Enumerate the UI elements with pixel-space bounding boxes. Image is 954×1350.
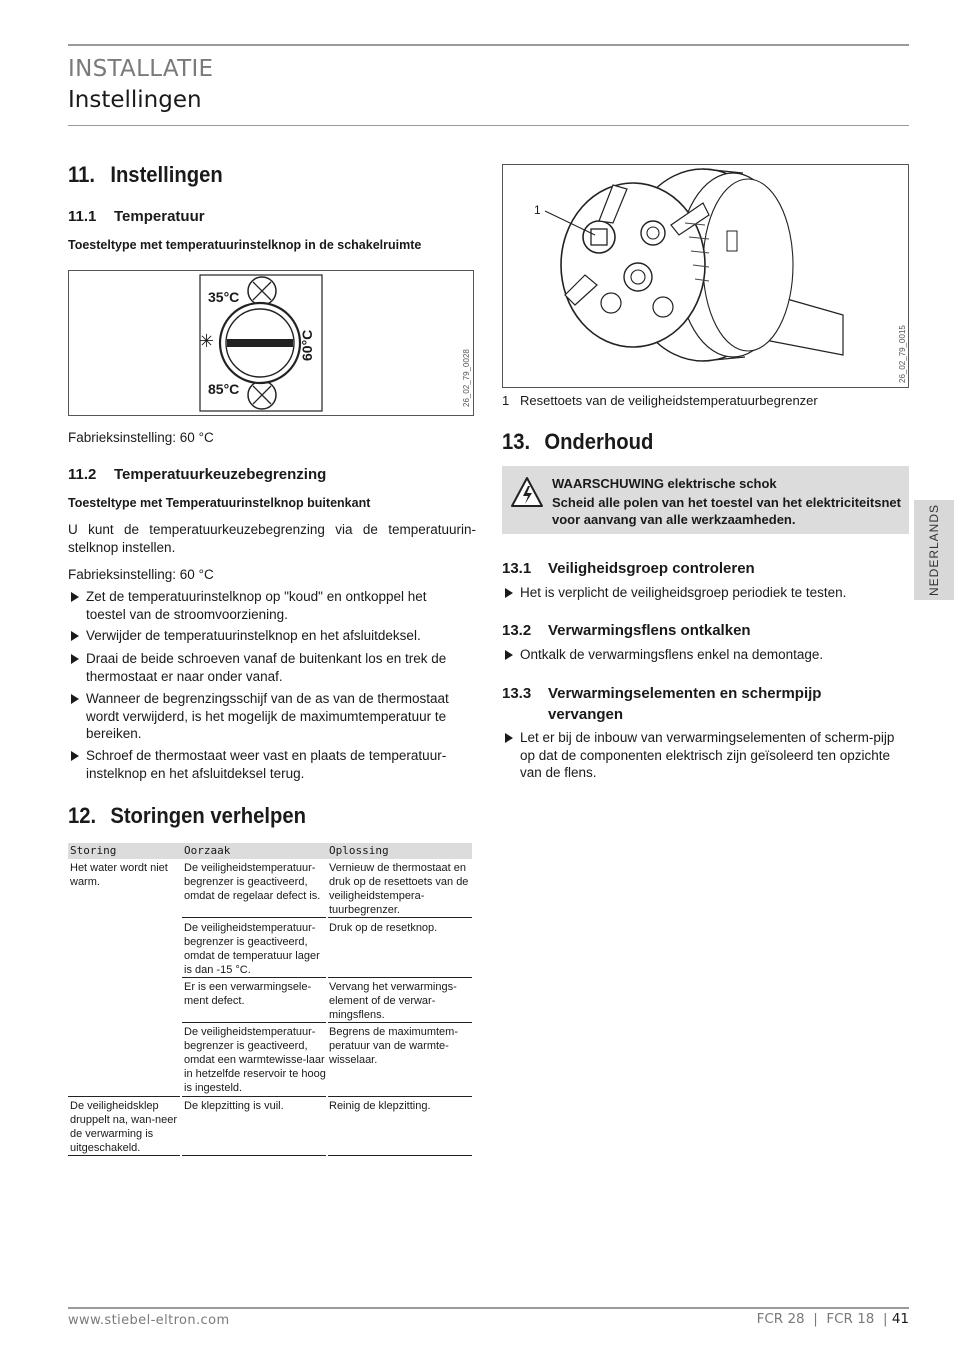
bullet-arrow-icon <box>71 694 79 704</box>
table-cell-oorzaak: De veiligheidstemperatuur-begrenzer is geactiveerd, omdat de temperatuur lager is dan -15 °C. <box>184 922 320 976</box>
list-item <box>502 646 902 664</box>
table-row-divider <box>328 977 472 978</box>
section-13-heading <box>502 429 653 455</box>
bullet-arrow-icon <box>505 588 513 598</box>
screw-bottom-icon <box>248 381 276 409</box>
section-12-number: 12. <box>68 803 97 828</box>
table-cell-oplossing: Druk op de resetknop. <box>329 922 438 934</box>
section-12-heading <box>68 803 306 829</box>
table-row-divider <box>328 917 472 918</box>
list-item-text: Draai de beide schroeven vanaf de buitenkant los en trek de thermostaat er naar onder vanaf. <box>86 651 447 684</box>
bullet-arrow-icon <box>71 592 79 602</box>
section-13-1-title: Veiligheidsgroep controleren <box>548 560 755 577</box>
table-cell-oorzaak: De klepzitting is vuil. <box>184 1100 284 1112</box>
section-11-number: 11. <box>68 162 96 187</box>
screw-top-icon <box>248 277 276 305</box>
callout-1: 1 <box>534 203 541 217</box>
header-section: INSTALLATIE <box>68 56 214 82</box>
figure-caption-number: 1 <box>502 393 510 408</box>
section-11-1-title: Temperatuur <box>114 208 205 225</box>
electric-shock-warning-icon <box>510 476 544 508</box>
list-item <box>502 584 902 602</box>
table-cell-storing: Het water wordt niet warm. <box>70 862 168 888</box>
table-row-divider <box>328 1022 472 1023</box>
list-item-text: Wanneer de begrenzingsschijf van de as van de thermostaat wordt verwijderd, is het mogelijk de maximumtemperatuur te bereiken. <box>86 691 449 741</box>
warning-title: WAARSCHUWING elektrische schok <box>552 476 777 491</box>
section-13-3-title-line2: vervangen <box>548 706 624 723</box>
reset-button-figure <box>502 164 909 388</box>
warning-text: Scheid alle polen van het toestel van het elektriciteitsnet voor aanvang van alle werkzaamheden. <box>552 495 901 527</box>
list-item <box>68 627 464 645</box>
table-header-storing: Storing <box>70 844 117 857</box>
list-item-text: Het is verplicht de veiligheidsgroep periodiek te testen. <box>520 585 847 600</box>
footer-rule <box>68 1307 909 1309</box>
label-85c: 85°C <box>208 381 240 397</box>
bullet-arrow-icon <box>71 631 79 641</box>
page-number: 41 <box>891 1311 909 1327</box>
section-11-1-subtitle: Toesteltype met temperatuurinstelknop in de schakelruimte <box>68 238 422 252</box>
table-row-divider <box>182 1096 326 1097</box>
section-12-title: Storingen verhelpen <box>110 803 307 828</box>
list-item <box>68 747 464 782</box>
table-header-row <box>68 843 472 859</box>
bullet-arrow-icon <box>505 650 513 660</box>
figure-code: 26_02_79_0028 <box>462 349 471 407</box>
section-11-2-title: Temperatuurkeuzebegrenzing <box>114 466 327 483</box>
list-item-text: Schroef de thermostaat weer vast en plaats de temperatuur-instelknop en het afsluitdeksel terug. <box>86 748 447 781</box>
table-cell-oorzaak: De veiligheidstemperatuur-begrenzer is geactiveerd, omdat een warmtewisse-laar in hetzelfde reservoir te hoog is ingesteld. <box>184 1026 326 1094</box>
list-item-text: Ontkalk de verwarmingsflens enkel na demontage. <box>520 647 824 662</box>
section-11-1-number: 11.1 <box>68 208 97 225</box>
section-11-2-number: 11.2 <box>68 466 97 483</box>
list-item-text: Let er bij de inbouw van verwarmingselementen of scherm-pijp op dat de componenten elektrisch zijn geïsoleerd ten opzichte van de flens. <box>520 730 895 780</box>
thermostat-knob-drawing <box>69 271 473 415</box>
section-13-number: 13. <box>502 429 531 454</box>
header-chapter: Instellingen <box>68 87 202 113</box>
factory-setting-11-2: Fabrieksinstelling: 60 °C <box>68 567 214 582</box>
bullet-arrow-icon <box>71 654 79 664</box>
table-cell-storing: De veiligheidsklep druppelt na, wan-neer de verwarming is uitgeschakeld. <box>70 1100 178 1154</box>
table-row-divider <box>328 1096 472 1097</box>
section-13-3-title-line1: Verwarmingselementen en schermpijp <box>548 685 822 702</box>
section-11-1-heading <box>68 208 205 225</box>
footer-model-page <box>757 1311 909 1327</box>
table-cell-oplossing: Vernieuw de thermostaat en druk op de resettoets van de veiligheidstempera-tuurbegrenzer. <box>329 862 469 916</box>
section-13-2-number: 13.2 <box>502 622 532 639</box>
table-cell-oplossing: Reinig de klepzitting. <box>329 1100 431 1112</box>
table-header-oorzaak: Oorzaak <box>184 844 231 857</box>
figure-caption-text: Resettoets van de veiligheidstemperatuurbegrenzer <box>520 393 818 408</box>
table-header-oplossing: Oplossing <box>329 844 389 857</box>
section-11-2-heading <box>68 466 326 483</box>
table-row-divider <box>68 1096 180 1097</box>
table-row-divider <box>182 1155 326 1156</box>
table-row-divider <box>68 1155 180 1156</box>
label-35c: 35°C <box>208 289 240 305</box>
thermostat-knob-figure <box>68 270 474 416</box>
list-item <box>68 690 464 743</box>
section-13-1-heading <box>502 560 755 577</box>
factory-setting-11-1: Fabrieksinstelling: 60 °C <box>68 430 214 445</box>
section-11-title: Instellingen <box>110 162 223 187</box>
section-13-3-heading <box>502 683 821 704</box>
list-item-text: Verwijder de temperatuurinstelknop en het afsluitdeksel. <box>86 628 421 643</box>
figure-caption <box>502 393 818 408</box>
section-13-1-number: 13.1 <box>502 560 532 577</box>
frost-protection-icon: ✳ <box>199 331 215 352</box>
section-13-2-title: Verwarmingsflens ontkalken <box>548 622 751 639</box>
bullet-arrow-icon <box>71 751 79 761</box>
list-item <box>502 729 902 782</box>
table-row-divider <box>182 1022 326 1023</box>
table-cell-oorzaak: Er is een verwarmingsele-ment defect. <box>184 981 312 1007</box>
bullet-arrow-icon <box>505 733 513 743</box>
label-60c: 60°C <box>299 329 315 361</box>
header-rule-bottom <box>68 125 909 126</box>
section-11-2-intro: U kunt de temperatuurkeuzebegrenzing via de temperatuurin-stelknop instellen. <box>68 522 476 555</box>
header-rule-top <box>68 44 909 46</box>
section-13-3-number: 13.3 <box>502 685 532 702</box>
language-tab-label: NEDERLANDS <box>927 503 941 597</box>
list-item <box>68 650 464 685</box>
table-row-divider <box>182 977 326 978</box>
table-cell-oplossing: Begrens de maximumtem-peratuur van de warmte-wisselaar. <box>329 1026 458 1066</box>
table-row-divider <box>328 1155 472 1156</box>
warning-box <box>502 466 909 534</box>
section-13-2-heading <box>502 622 751 639</box>
thermostat-unit-drawing <box>503 165 908 387</box>
table-cell-oorzaak: De veiligheidstemperatuur-begrenzer is geactiveerd, omdat de regelaar defect is. <box>184 862 321 902</box>
language-tab <box>914 500 954 600</box>
list-item <box>68 588 464 623</box>
list-item-text: Zet de temperatuurinstelknop op "koud" en ontkoppel het toestel van de stroomvoorziening. <box>86 589 427 622</box>
figure-code: 26_02_79_0015 <box>898 325 907 383</box>
table-row-divider <box>182 917 326 918</box>
table-cell-oplossing: Vervang het verwarmings-element of de verwar-mingsflens. <box>329 981 457 1021</box>
section-11-2-subtitle: Toesteltype met Temperatuurinstelknop buitenkant <box>68 496 371 510</box>
footer-models: FCR 28 | FCR 18 | <box>756 1311 888 1327</box>
section-13-title: Onderhoud <box>544 429 654 454</box>
section-11-heading <box>68 162 223 188</box>
footer-url[interactable]: www.stiebel-eltron.com <box>68 1313 230 1328</box>
